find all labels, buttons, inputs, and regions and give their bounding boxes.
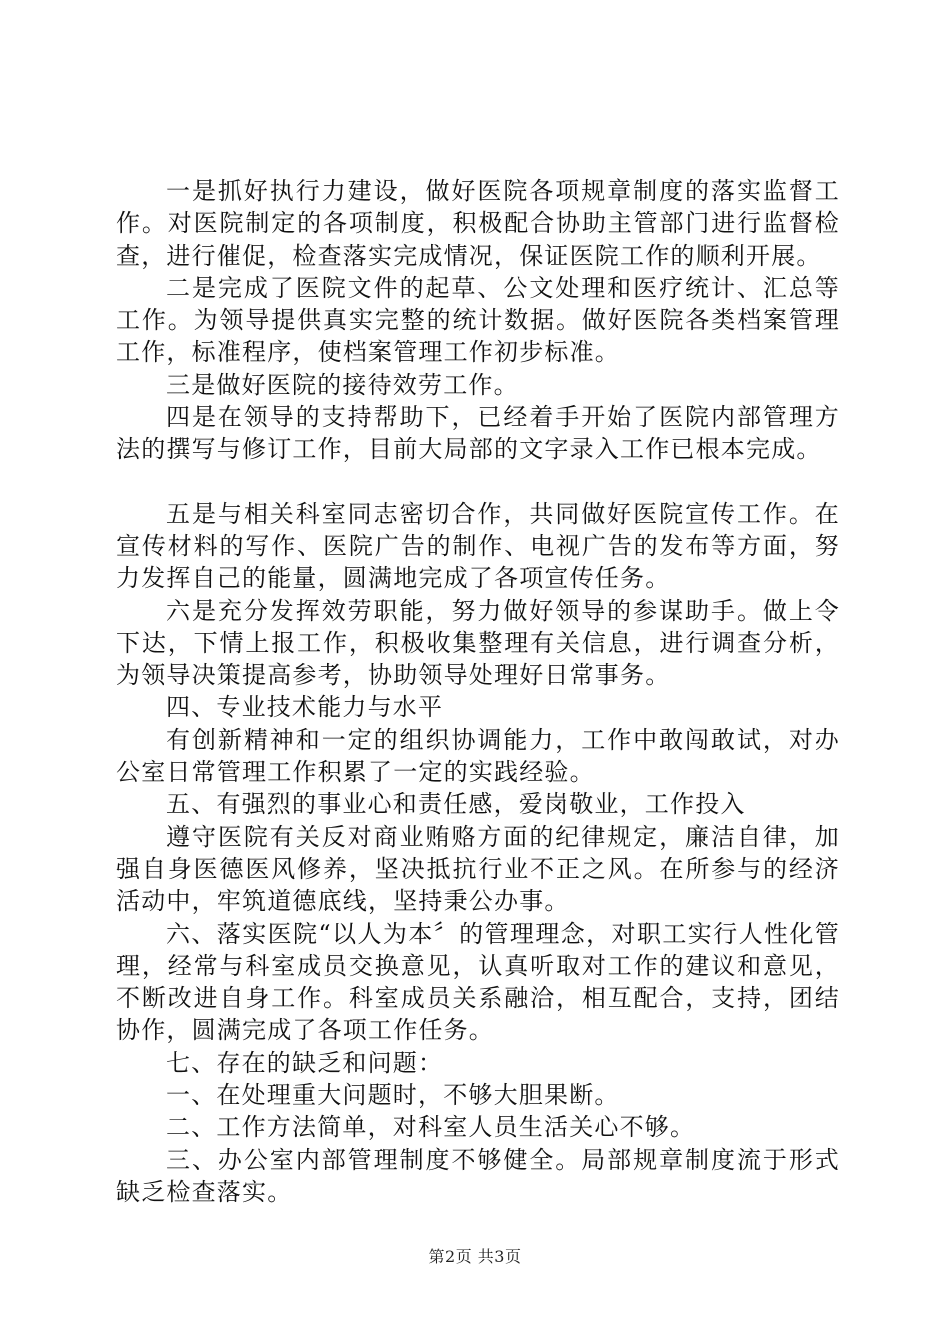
blank-line	[116, 466, 840, 498]
section-heading-professional-ability: 四、专业技术能力与水平	[166, 693, 444, 722]
section-heading-shortcomings: 七、存在的缺乏和问题：	[166, 1048, 444, 1077]
paragraph-6: 六是充分发挥效劳职能，努力做好领导的参谋助手。做上令下达，下情上报工作，积极收集整理有关信息，进行调查分析，为领导决策提高参考，协助领导处理好日常事务。	[116, 596, 840, 690]
paragraph-2: 二是完成了医院文件的起草、公文处理和医疗统计、汇总等工作。为领导提供真实完整的统计数据。做好医院各类档案管理工作，标准程序，使档案管理工作初步标准。	[116, 273, 840, 367]
shortcoming-item-1: 一、在处理重大问题时，不够大胆果断。	[166, 1081, 620, 1110]
paragraph-5: 五是与相关科室同志密切合作，共同做好医院宣传工作。在宣传材料的写作、医院广告的制作、电视广告的发布等方面，努力发挥自己的能量，圆满地完成了各项宣传任务。	[116, 499, 840, 593]
paragraph-9: 六、落实医院“以人为本〞的管理理念，对职工实行人性化管理，经常与科室成员交换意见，认真听取对工作的建议和意见，不断改进自身工作。科室成员关系融洽，相互配合，支持，团结协作，圆满完成了各项工作任务。	[116, 919, 840, 1045]
document-body	[116, 175, 840, 1208]
paragraph-8: 遵守医院有关反对商业贿赂方面的纪律规定，廉洁自律，加强自身医德医风修养，坚决抵抗行业不正之风。在所参与的经济活动中，牢筑道德底线，坚持秉公办事。	[116, 822, 840, 916]
paragraph-7: 有创新精神和一定的组织协调能力，工作中敢闯敢试，对办公室日常管理工作积累了一定的实践经验。	[116, 725, 840, 787]
paragraph-3: 三是做好医院的接待效劳工作。	[166, 370, 519, 399]
page-footer: 第2页 共3页	[428, 1247, 522, 1266]
section-heading-dedication: 五、有强烈的事业心和责任感，爱岗敬业，工作投入	[166, 790, 746, 819]
paragraph-4: 四是在领导的支持帮助下，已经着手开始了医院内部管理方法的撰写与修订工作，目前大局部的文字录入工作已根本完成。	[116, 403, 840, 464]
shortcoming-item-3: 三、办公室内部管理制度不够健全。局部规章制度流于形式缺乏检查落实。	[116, 1145, 840, 1206]
shortcoming-item-2: 二、工作方法简单，对科室人员生活关心不够。	[166, 1113, 696, 1142]
paragraph-1: 一是抓好执行力建设，做好医院各项规章制度的落实监督工作。对医院制定的各项制度，积极配合协助主管部门进行监督检查，进行催促，检查落实完成情况，保证医院工作的顺利开展。	[116, 177, 840, 270]
